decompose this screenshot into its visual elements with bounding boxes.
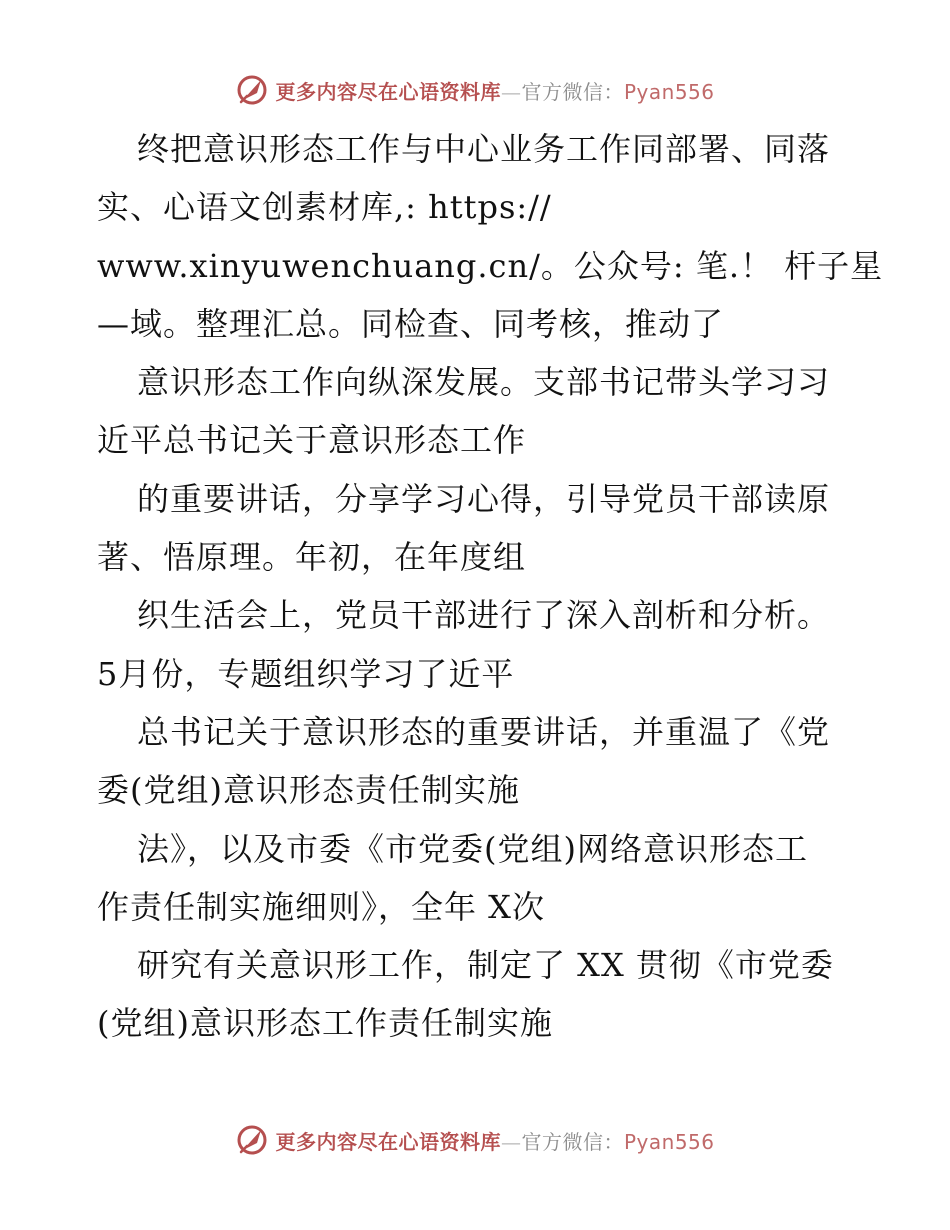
- body-line-12: 委(党组)意识形态责任制实施: [97, 771, 520, 810]
- body-line-13: 法》，以及市委《市党委(党组)网络意识形态工: [137, 829, 808, 868]
- body-line-9: 织生活会上，党员干部进行了深入剖析和分析。: [137, 596, 831, 635]
- body-line-16: (党组)意识形态工作责任制实施: [97, 1004, 553, 1043]
- body-line-15: 研究有关意识形工作，制定了 XX 贯彻《市党委: [137, 946, 834, 985]
- body-line-4: —域。整理汇总。同检查、同考核，推动了: [97, 304, 725, 343]
- quill-logo-icon: [235, 73, 269, 107]
- body-line-5: 意识形态工作向纵深发展。支部书记带头学习习: [137, 363, 831, 402]
- body-line-3: www.xinyuwenchuang.cn/。公众号: 笔.！ 杆子星: [97, 246, 884, 285]
- header-banner-inner: [235, 73, 714, 107]
- footer-banner-main: 更多内容尽在心语资料库: [275, 1129, 501, 1154]
- body-line-11: 总书记关于意识形态的重要讲话，并重温了《党: [137, 712, 831, 751]
- footer-banner: [0, 1120, 950, 1160]
- footer-banner-wechat-label: 官方微信：: [521, 1129, 624, 1154]
- footer-banner-separator: —: [500, 1129, 522, 1154]
- body-line-8: 著、悟原理。年初，在年度组: [97, 538, 527, 577]
- footer-banner-inner: [235, 1123, 714, 1157]
- header-banner-separator: —: [500, 79, 522, 104]
- document-body: [97, 120, 884, 1053]
- header-banner-text: [275, 76, 714, 105]
- header-banner-wechat-label: 官方微信：: [521, 79, 624, 104]
- header-banner-main: 更多内容尽在心语资料库: [275, 79, 501, 104]
- body-line-10: 5月份，专题组织学习了近平: [97, 654, 515, 693]
- header-banner: [0, 70, 950, 110]
- body-line-2: 实、心语文创素材库,: https://: [97, 188, 552, 227]
- body-line-6: 近平总书记关于意识形态工作: [97, 421, 527, 460]
- body-line-1: 终把意识形态工作与中心业务工作同部署、同落: [137, 130, 831, 168]
- quill-logo-icon: [235, 1123, 269, 1157]
- body-line-14: 作责任制实施细则》，全年 X次: [97, 887, 545, 926]
- body-line-7: 的重要讲话，分享学习心得，引导党员干部读原: [137, 479, 831, 518]
- footer-banner-wechat-id: Pyan556: [623, 1129, 715, 1154]
- header-banner-wechat-id: Pyan556: [623, 79, 715, 104]
- footer-banner-text: [275, 1126, 714, 1155]
